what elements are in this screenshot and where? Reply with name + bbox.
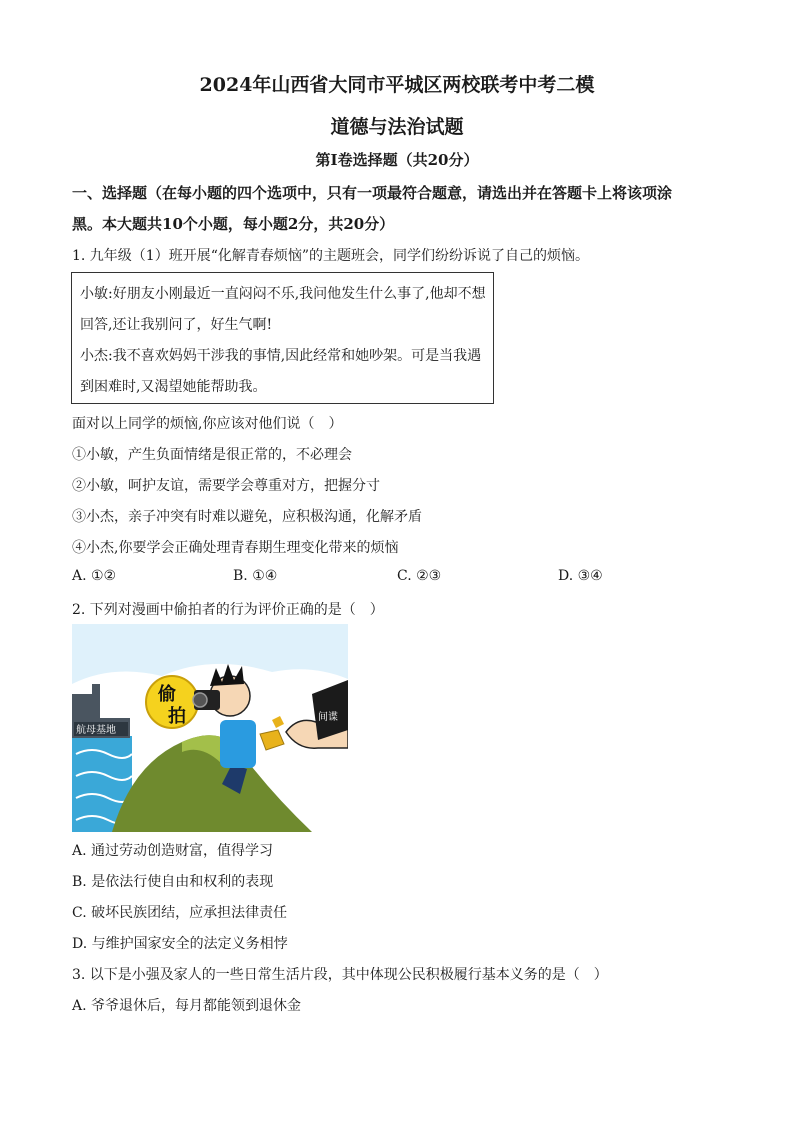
q1-statement-3: ③小杰，亲子冲突有时难以避免，应积极沟通，化解矛盾 bbox=[72, 509, 422, 525]
q2-option-b[interactable]: B. 是依法行使自由和权利的表现 bbox=[72, 874, 274, 890]
spy-cartoon-image bbox=[72, 624, 348, 832]
sign-text-2: 拍 bbox=[168, 706, 186, 727]
exam-part: 第Ⅰ卷选择题（共20分） bbox=[315, 151, 479, 169]
spy-shirt-shape bbox=[220, 720, 256, 768]
q1-statement-4: ④小杰,你要学会正确处理青春期生理变化带来的烦恼 bbox=[72, 540, 399, 556]
section-instruction-line1: 一、选择题（在每小题的四个选项中，只有一项最符合题意，请选出并在答题卡上将该项涂 bbox=[72, 184, 673, 202]
q2-option-a[interactable]: A. 通过劳动创造财富，值得学习 bbox=[72, 843, 274, 859]
q3-option-a[interactable]: A. 爷爷退休后，每月都能领到退休金 bbox=[72, 998, 302, 1014]
q1-stem: 1. 九年级（1）班开展“化解青春烦恼”的主题班会，同学们纷纷诉说了自己的烦恼。 bbox=[72, 248, 590, 264]
q1-box-line: 回答,还让我别问了，好生气啊! bbox=[80, 317, 273, 333]
q2-option-c[interactable]: C. 破坏民族团结，应承担法律责任 bbox=[72, 905, 288, 921]
q2-option-d[interactable]: D. 与维护国家安全的法定义务相悖 bbox=[72, 936, 288, 952]
q1-box-line: 小敏:好朋友小刚最近一直闷闷不乐,我问他发生什么事了,他却不想 bbox=[80, 286, 486, 302]
q1-statement-1: ①小敏，产生负面情绪是很正常的，不必理会 bbox=[72, 447, 352, 463]
q1-box-line: 小杰:我不喜欢妈妈干涉我的事情,因此经常和她吵架。可是当我遇 bbox=[80, 348, 482, 364]
q1-scenario-box bbox=[71, 272, 494, 404]
sleeve-label: 间谍 bbox=[318, 712, 338, 723]
exam-title: 2024年山西省大同市平城区两校联考中考二模 bbox=[199, 74, 595, 96]
carrier-base-label: 航母基地 bbox=[76, 725, 116, 736]
q1-box-line: 到困难时,又渴望她能帮助我。 bbox=[80, 379, 267, 395]
section-instruction-line2: 黑。本大题共10个小题，每小题2分，共20分） bbox=[72, 215, 395, 233]
q1-option-c[interactable]: C. ②③ bbox=[397, 568, 442, 584]
q2-stem: 2. 下列对漫画中偷拍者的行为评价正确的是（ ） bbox=[72, 602, 384, 618]
exam-subject: 道德与法治试题 bbox=[330, 116, 464, 138]
q1-prompt: 面对以上同学的烦恼,你应该对他们说（ ） bbox=[72, 416, 343, 432]
sign-text-1: 偷 bbox=[158, 684, 176, 705]
q1-option-b[interactable]: B. ①④ bbox=[233, 568, 278, 584]
q1-option-a[interactable]: A. ①② bbox=[72, 568, 117, 584]
q1-option-d[interactable]: D. ③④ bbox=[558, 568, 603, 584]
q3-stem: 3. 以下是小强及家人的一些日常生活片段，其中体现公民积极履行基本义务的是（ ） bbox=[72, 967, 608, 983]
camera-lens-icon bbox=[193, 693, 207, 707]
q1-statement-2: ②小敏，呵护友谊，需要学会尊重对方，把握分寸 bbox=[72, 478, 380, 494]
